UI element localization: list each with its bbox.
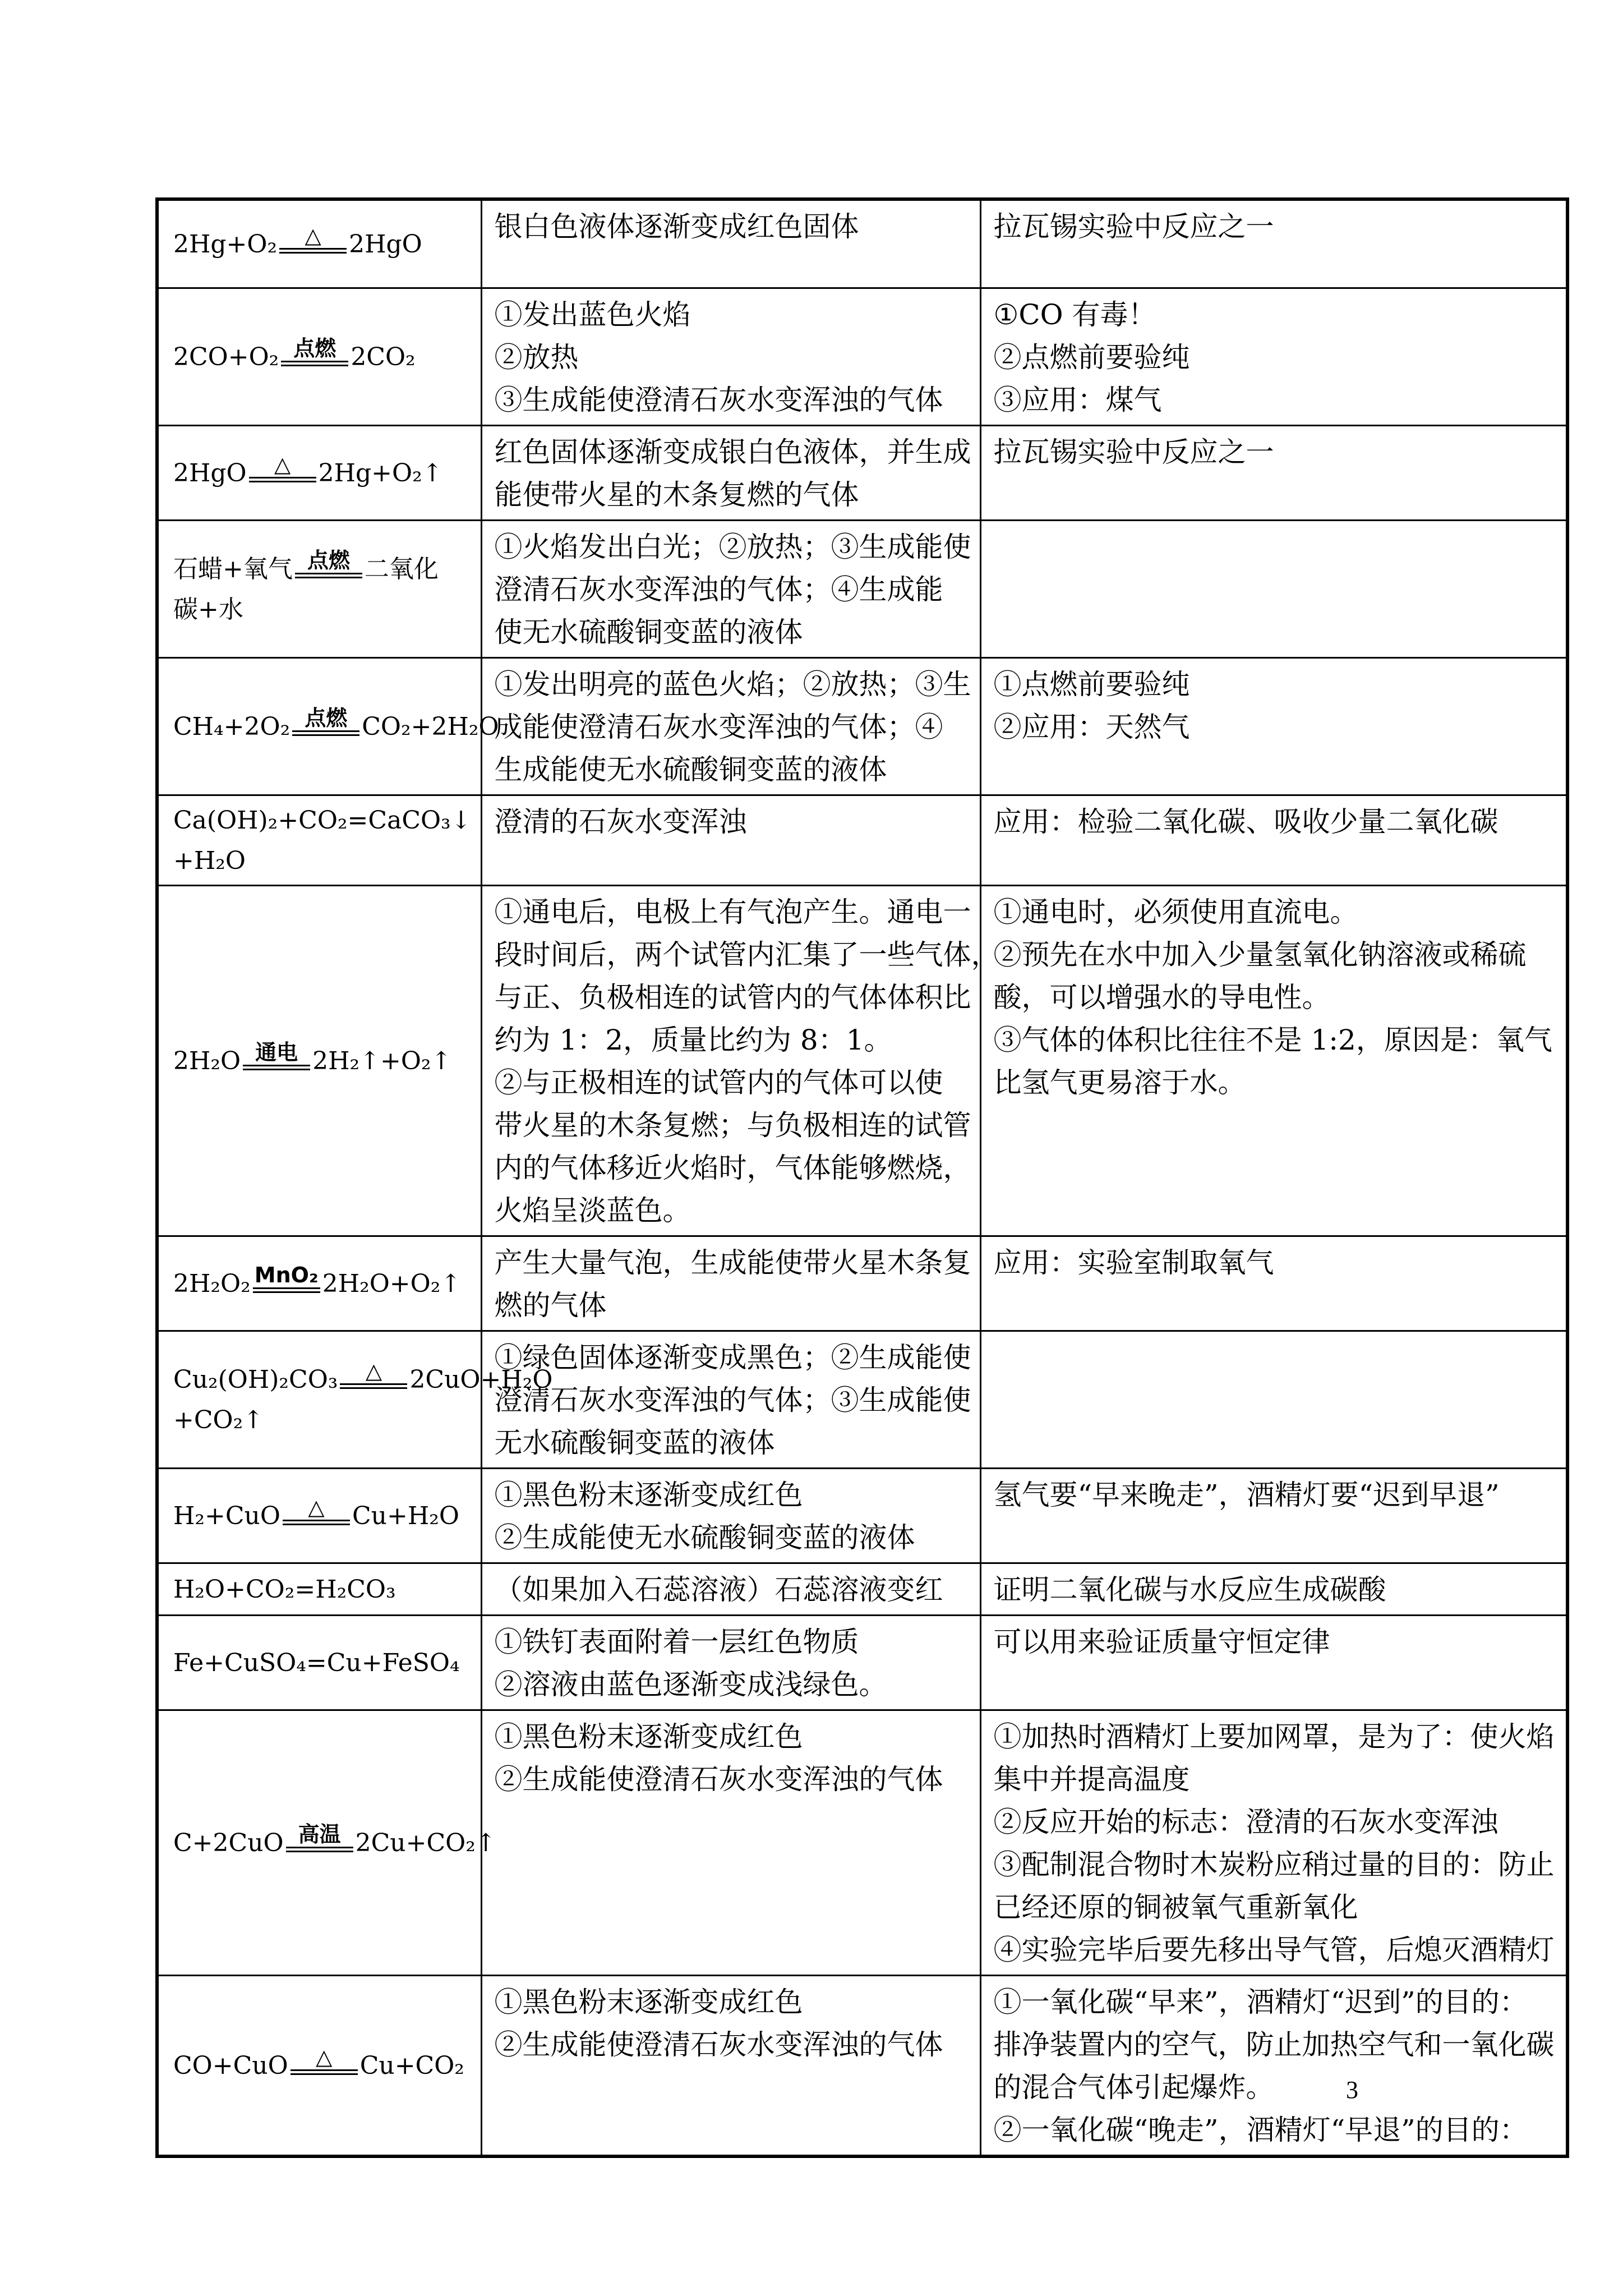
equation-reactants: 2CO+O₂	[173, 342, 279, 371]
condition-label: 通电	[255, 1040, 298, 1065]
equation-cell	[157, 1468, 481, 1563]
double-line-sign	[286, 1847, 353, 1852]
phenomenon-line: 火焰呈淡蓝色。	[494, 1194, 691, 1227]
equation-products: 2CuO+H₂O	[409, 1365, 553, 1394]
phenomenon-line: ①黑色粉末逐渐变成红色	[494, 1478, 803, 1511]
phenomenon-line: 生成能使无水硫酸铜变蓝的液体	[494, 753, 887, 786]
phenomenon-line: 澄清石灰水变浑浊的气体；④生成能	[494, 573, 943, 606]
phenomenon-cell	[481, 1468, 980, 1563]
note-cell	[980, 425, 1567, 520]
note-line: ③应用：煤气	[993, 383, 1162, 416]
equation-cell	[157, 1331, 553, 1468]
phenomenon-line: 内的气体移近火焰时，气体能够燃烧，	[494, 1151, 971, 1184]
phenomenon-line: 银白色液体逐渐变成红色固体	[494, 210, 859, 243]
note-line: 集中并提高温度	[993, 1763, 1190, 1796]
reaction-condition	[243, 1041, 310, 1070]
condition-label: △	[316, 2045, 333, 2069]
phenomenon-cell	[481, 1236, 980, 1331]
equation-products: 二氧化	[364, 554, 439, 583]
note-line: ③配制混合物时木炭粉应稍过量的目的：防止	[993, 1848, 1555, 1881]
phenomenon-cell	[481, 199, 980, 288]
phenomenon-cell	[481, 425, 980, 520]
table-row	[157, 520, 1567, 657]
equation-cell	[157, 1975, 481, 2156]
note-line: 拉瓦锡实验中反应之一	[993, 210, 1274, 243]
note-cell	[980, 1710, 1567, 1975]
phenomenon-line: ①发出蓝色火焰	[494, 298, 691, 331]
equation-cell	[157, 1615, 481, 1710]
condition-label: 点燃	[305, 706, 348, 730]
equation-reactants: 2HgO	[173, 458, 247, 487]
phenomenon-line: ②与正极相连的试管内的气体可以使	[494, 1066, 943, 1099]
phenomenon-cell	[481, 1331, 980, 1468]
phenomenon-line: ②生成能使无水硫酸铜变蓝的液体	[494, 1521, 915, 1554]
equation-cell	[157, 520, 481, 657]
phenomenon-line: 成能使澄清石灰水变浑浊的气体；④	[494, 710, 943, 743]
phenomenon-line: ②溶液由蓝色逐渐变成浅绿色。	[494, 1668, 887, 1701]
note-line: 酸，可以增强水的导电性。	[993, 981, 1330, 1014]
double-line-sign	[281, 361, 348, 366]
phenomenon-line: ①铁钉表面附着一层红色物质	[494, 1625, 859, 1658]
equation-reactants: Fe+CuSO₄=Cu+FeSO₄	[173, 1648, 460, 1677]
equation-products: 2CO₂	[351, 342, 416, 371]
equation-products: 2H₂↑+O₂↑	[312, 1046, 452, 1075]
phenomenon-cell	[481, 520, 980, 657]
equation-products: CO₂+2H₂O	[362, 712, 499, 741]
phenomenon-cell	[481, 1710, 980, 1975]
note-line: ①点燃前要验纯	[993, 668, 1190, 701]
phenomenon-cell	[481, 1975, 980, 2156]
note-line: ③气体的体积比往往不是 1:2，原因是：氧气	[993, 1023, 1552, 1056]
phenomenon-line: ①绿色固体逐渐变成黑色；②生成能使	[494, 1341, 971, 1374]
table-row	[157, 1236, 1567, 1331]
note-cell	[980, 1468, 1567, 1563]
reaction-condition	[295, 549, 362, 578]
phenomenon-line: 澄清石灰水变浑浊的气体；③生成能使	[494, 1383, 971, 1416]
phenomenon-cell	[481, 657, 980, 795]
equation-reactants: 2H₂O	[173, 1046, 241, 1075]
phenomenon-line: 带火星的木条复燃；与负极相连的试管	[494, 1108, 971, 1142]
reaction-condition	[340, 1360, 407, 1389]
reaction-condition	[286, 1823, 353, 1852]
equation-cell	[157, 885, 481, 1236]
phenomenon-cell	[481, 288, 980, 425]
table-row	[157, 1975, 1567, 2156]
note-line: ②一氧化碳“晚走”，酒精灯“早退”的目的：	[993, 2113, 1528, 2146]
note-cell	[980, 885, 1567, 1236]
note-line: 已经还原的铜被氧气重新氧化	[993, 1890, 1358, 1924]
note-cell	[980, 1615, 1567, 1710]
note-line: ①CO 有毒！	[993, 298, 1156, 331]
condition-label: 点燃	[293, 336, 336, 361]
note-line: 的混合气体引起爆炸。	[993, 2070, 1274, 2104]
phenomenon-line: 红色固体逐渐变成银白色液体，并生成	[494, 435, 971, 468]
equation-cell	[157, 1563, 481, 1615]
equation-continuation: +CO₂↑	[173, 1405, 264, 1434]
condition-label: △	[305, 223, 321, 249]
table-row	[157, 1710, 1567, 1975]
note-line: ②应用：天然气	[993, 710, 1190, 743]
note-line: 比氢气更易溶于水。	[993, 1066, 1246, 1099]
phenomenon-line: 能使带火星的木条复燃的气体	[494, 478, 859, 511]
note-cell	[980, 1563, 1567, 1615]
phenomenon-line: 燃的气体	[494, 1289, 607, 1322]
phenomenon-line: ②生成能使澄清石灰水变浑浊的气体	[494, 1763, 943, 1796]
table-row	[157, 1331, 1567, 1468]
phenomenon-line: 无水硫酸铜变蓝的液体	[494, 1426, 775, 1459]
double-line-sign	[283, 1520, 350, 1525]
equation-products: 2H₂O+O₂↑	[322, 1269, 462, 1298]
phenomenon-cell	[481, 1563, 980, 1615]
phenomenon-line: 约为 1：2，质量比约为 8：1。	[494, 1023, 892, 1056]
reaction-table	[155, 197, 1569, 2158]
note-line: 排净装置内的空气，防止加热空气和一氧化碳	[993, 2028, 1555, 2061]
reaction-condition	[253, 1264, 320, 1293]
equation-reactants: CO+CuO	[173, 2051, 288, 2080]
equation-reactants: 2H₂O₂	[173, 1269, 251, 1298]
condition-label: △	[274, 452, 291, 477]
reaction-condition	[292, 707, 359, 736]
double-line-sign	[249, 477, 316, 482]
note-cell	[980, 199, 1567, 288]
table-row	[157, 1563, 1567, 1615]
phenomenon-line: 段时间后，两个试管内汇集了一些气体，	[494, 938, 999, 971]
phenomenon-cell	[481, 795, 980, 885]
double-line-sign	[279, 248, 347, 254]
equation-products: Cu+CO₂	[359, 2051, 464, 2080]
phenomenon-line: 与正、负极相连的试管内的气体体积比	[494, 981, 971, 1014]
note-cell	[980, 1331, 1567, 1468]
equation-reactants: Ca(OH)₂+CO₂=CaCO₃↓	[173, 806, 472, 835]
equation-reactants: CH₄+2O₂	[173, 712, 291, 741]
equation-continuation: +H₂O	[173, 846, 246, 875]
note-cell	[980, 795, 1567, 885]
double-line-sign	[340, 1383, 407, 1389]
table-row	[157, 199, 1567, 288]
phenomenon-line: 使无水硫酸铜变蓝的液体	[494, 615, 803, 648]
equation-cell	[157, 288, 481, 425]
note-line: 应用：检验二氧化碳、吸收少量二氧化碳	[993, 805, 1498, 838]
note-line: 证明二氧化碳与水反应生成碳酸	[993, 1573, 1386, 1606]
phenomenon-line: ①发出明亮的蓝色火焰；②放热；③生	[494, 668, 971, 701]
equation-reactants: C+2CuO	[173, 1828, 284, 1857]
phenomenon-line: ②放热	[494, 341, 579, 374]
double-line-sign	[253, 1287, 320, 1293]
equation-cell	[157, 1236, 481, 1331]
double-line-sign	[291, 2069, 358, 2075]
note-line: ①通电时，必须使用直流电。	[993, 895, 1358, 928]
condition-label: △	[308, 1495, 325, 1520]
equation-continuation: 碳+水	[173, 595, 243, 624]
phenomenon-line: 澄清的石灰水变浑浊	[494, 805, 747, 838]
phenomenon-cell	[481, 885, 999, 1236]
note-line: ②预先在水中加入少量氢氧化钠溶液或稀硫	[993, 938, 1527, 971]
phenomenon-line: ①火焰发出白光；②放热；③生成能使	[494, 530, 971, 563]
equation-reactants: H₂+CuO	[173, 1501, 280, 1530]
equation-products: 2HgO	[349, 229, 422, 259]
note-cell	[980, 520, 1567, 657]
note-line: ①加热时酒精灯上要加网罩，是为了：使火焰	[993, 1720, 1555, 1753]
note-line: ②点燃前要验纯	[993, 341, 1190, 374]
condition-label: MnO₂	[254, 1263, 319, 1287]
table-row	[157, 1468, 1567, 1563]
table-row	[157, 425, 1567, 520]
equation-cell	[157, 199, 481, 288]
note-line: 拉瓦锡实验中反应之一	[993, 435, 1274, 468]
equation-reactants: 2Hg+O₂	[173, 229, 278, 259]
note-line: 可以用来验证质量守恒定律	[993, 1625, 1330, 1658]
equation-reactants: H₂O+CO₂=H₂CO₃	[173, 1575, 396, 1604]
double-line-sign	[243, 1065, 310, 1070]
equation-cell	[157, 657, 499, 795]
phenomenon-cell	[481, 1615, 980, 1710]
double-line-sign	[292, 730, 359, 736]
phenomenon-line: ③生成能使澄清石灰水变浑浊的气体	[494, 383, 943, 416]
equation-products: Cu+H₂O	[352, 1501, 459, 1530]
equation-products: 2Cu+CO₂↑	[355, 1828, 496, 1857]
note-line: ④实验完毕后要先移出导气管，后熄灭酒精灯	[993, 1933, 1555, 1966]
condition-label: 高温	[298, 1822, 341, 1847]
note-cell	[980, 657, 1567, 795]
equation-cell	[157, 795, 481, 885]
note-line: 应用：实验室制取氧气	[993, 1246, 1274, 1279]
note-line: 氢气要“早来晚走”，酒精灯要“迟到早退”	[993, 1478, 1500, 1511]
phenomenon-line: ②生成能使澄清石灰水变浑浊的气体	[494, 2028, 943, 2061]
table-row	[157, 795, 1567, 885]
phenomenon-line: 产生大量气泡，生成能使带火星木条复	[494, 1246, 971, 1279]
double-line-sign	[295, 573, 362, 578]
phenomenon-line: （如果加入石蕊溶液）石蕊溶液变红	[494, 1573, 943, 1606]
phenomenon-line: ①黑色粉末逐渐变成红色	[494, 1985, 803, 2018]
note-cell	[980, 1236, 1567, 1331]
equation-cell	[157, 1710, 496, 1975]
table-row	[157, 885, 1567, 1236]
phenomenon-line: ①通电后，电极上有气泡产生。通电一	[494, 895, 971, 928]
reaction-condition	[291, 2046, 358, 2075]
table-row	[157, 288, 1567, 425]
condition-label: △	[365, 1359, 382, 1383]
note-cell	[980, 288, 1567, 425]
page-number: 3	[1346, 2076, 1358, 2104]
reaction-condition	[283, 1496, 350, 1525]
reaction-condition	[281, 337, 348, 366]
reaction-condition	[279, 224, 347, 254]
note-cell	[980, 1975, 1567, 2156]
phenomenon-line: ①黑色粉末逐渐变成红色	[494, 1720, 803, 1753]
condition-label: 点燃	[307, 548, 350, 573]
equation-cell	[157, 425, 481, 520]
note-line: ②反应开始的标志：澄清的石灰水变浑浊	[993, 1805, 1498, 1838]
reaction-condition	[249, 453, 316, 482]
note-line: ①一氧化碳“早来”，酒精灯“迟到”的目的：	[993, 1985, 1528, 2018]
table-row	[157, 657, 1567, 795]
equation-reactants: Cu₂(OH)₂CO₃	[173, 1365, 338, 1394]
equation-reactants: 石蜡+氧气	[173, 554, 293, 583]
table-row	[157, 1615, 1567, 1710]
equation-products: 2Hg+O₂↑	[318, 458, 443, 487]
